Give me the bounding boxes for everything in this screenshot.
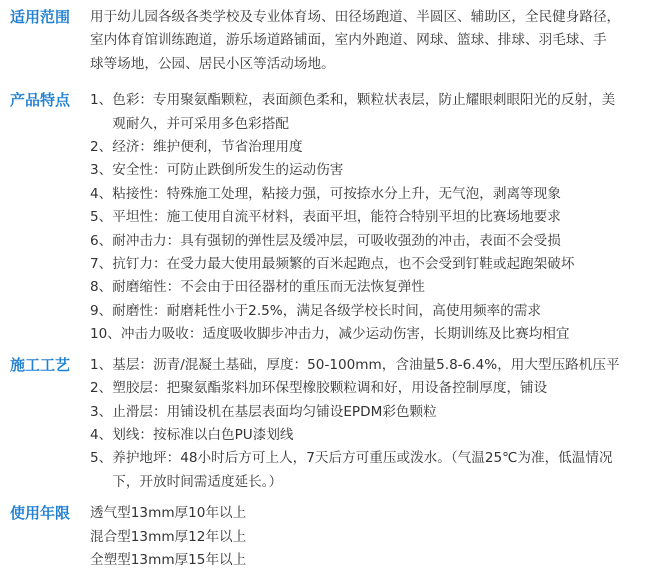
construction-step <box>90 401 647 424</box>
feature-text: 抗钉力：在受力最大使用最频繁的百米起跑点，也不会受到钉鞋或起跑架破坏 <box>112 256 575 273</box>
feature-number: 4、 <box>90 185 113 202</box>
construction-step <box>90 447 647 494</box>
feature-text: 经济：维护便利，节省治理用度 <box>112 139 303 156</box>
lifespan-line: 全塑型13mm厚15年以上 <box>90 551 247 568</box>
feature-item <box>90 206 647 229</box>
construction-list <box>90 354 647 494</box>
step-text: 划线：按标准以白色PU漆划线 <box>112 426 294 443</box>
feature-item <box>90 183 647 206</box>
feature-number: 8、 <box>90 279 113 296</box>
feature-text: 观耐久，并可采用多色彩搭配 <box>112 115 289 132</box>
applicable-line: 室内体育馆训练跑道，游乐场道路铺面，室内外跑道、网球、篮球、排球、羽毛球、手 <box>90 32 607 49</box>
feature-number: 6、 <box>90 232 113 249</box>
section-lifespan <box>10 502 647 572</box>
step-text: 止滑层：用铺设机在基层表面均匀铺设EPDM彩色颗粒 <box>112 403 437 420</box>
lifespan-line: 混合型13mm厚12年以上 <box>90 528 247 545</box>
step-text: 基层：沥青/混凝土基础，厚度：50-100mm，含油量5.8-6.4%，用大型压路机压平 <box>112 356 620 373</box>
feature-text: 平坦性：施工使用自流平材料，表面平坦，能符合特别平坦的比赛场地要求 <box>112 209 561 226</box>
feature-text: 安全性：可防止跌倒所发生的运动伤害 <box>112 162 344 179</box>
lifespan-line: 透气型13mm厚10年以上 <box>90 505 247 522</box>
feature-text: 冲击力吸收：适度吸收脚步冲击力，减少运动伤害，长期训练及比赛均相宜 <box>120 326 570 343</box>
feature-text: 粘接性：特殊施工处理，粘接力强，可按捺水分上升，无气泡，剥离等现象 <box>112 185 561 202</box>
feature-item <box>90 253 647 276</box>
step-number: 1、 <box>90 356 113 373</box>
construction-step <box>90 354 647 377</box>
features-list <box>90 89 647 346</box>
construction-step <box>90 424 647 447</box>
feature-item <box>90 159 647 182</box>
section-label-applicable: 适用范围 <box>10 8 71 26</box>
step-text: 养护地坪：48小时后方可上人，7天后方可重压或泼水。（气温25℃为准，低温情况 <box>112 450 613 467</box>
step-number: 2、 <box>90 380 113 397</box>
feature-text: 色彩：专用聚氨酯颗粒，表面颜色柔和，颗粒状表层，防止耀眼刺眼阳光的反射，美 <box>112 92 616 109</box>
construction-step <box>90 377 647 400</box>
section-label-construction: 施工工艺 <box>10 355 71 374</box>
feature-item <box>90 136 647 159</box>
step-number: 5、 <box>90 450 113 467</box>
feature-number: 1、 <box>90 92 113 109</box>
applicable-line: 用于幼儿园各级各类学校及专业体育场、田径场跑道、半圆区、辅助区，全民健身路径， <box>90 9 621 25</box>
section-features <box>10 89 647 346</box>
step-text: 塑胶层：把聚氨酯浆料加环保型橡胶颗粒调和好，用设备控制厚度，铺设 <box>112 380 548 397</box>
feature-number: 10、 <box>90 326 121 343</box>
step-text: 下，开放时间需适度延长。） <box>112 473 283 490</box>
step-number: 3、 <box>90 403 113 420</box>
step-number: 4、 <box>90 426 113 443</box>
feature-number: 7、 <box>90 256 113 273</box>
applicable-text <box>90 6 647 76</box>
section-applicable <box>10 6 647 76</box>
feature-number: 2、 <box>90 139 113 156</box>
feature-text: 耐磨性：耐磨耗性小于2.5%，满足各级学校长时间，高使用频率的需求 <box>112 302 542 319</box>
feature-number: 9、 <box>90 302 113 319</box>
feature-item <box>90 230 647 253</box>
feature-item <box>90 276 647 299</box>
feature-item <box>90 300 647 323</box>
feature-text: 耐磨缩性：不会由于田径器材的重压而无法恢复弹性 <box>112 279 425 296</box>
section-label-features: 产品特点 <box>10 91 71 110</box>
section-label-lifespan: 使用年限 <box>10 504 71 523</box>
feature-item <box>90 89 647 136</box>
section-construction <box>10 354 647 494</box>
applicable-line: 球等场地，公园、居民小区等活动场地。 <box>90 55 335 72</box>
feature-number: 5、 <box>90 209 113 226</box>
feature-number: 3、 <box>90 162 113 179</box>
feature-item <box>90 323 647 346</box>
feature-text: 耐冲击力：具有强韧的弹性层及缓冲层，可吸收强劲的冲击，表面不会受损 <box>112 232 561 249</box>
lifespan-list <box>90 502 647 572</box>
